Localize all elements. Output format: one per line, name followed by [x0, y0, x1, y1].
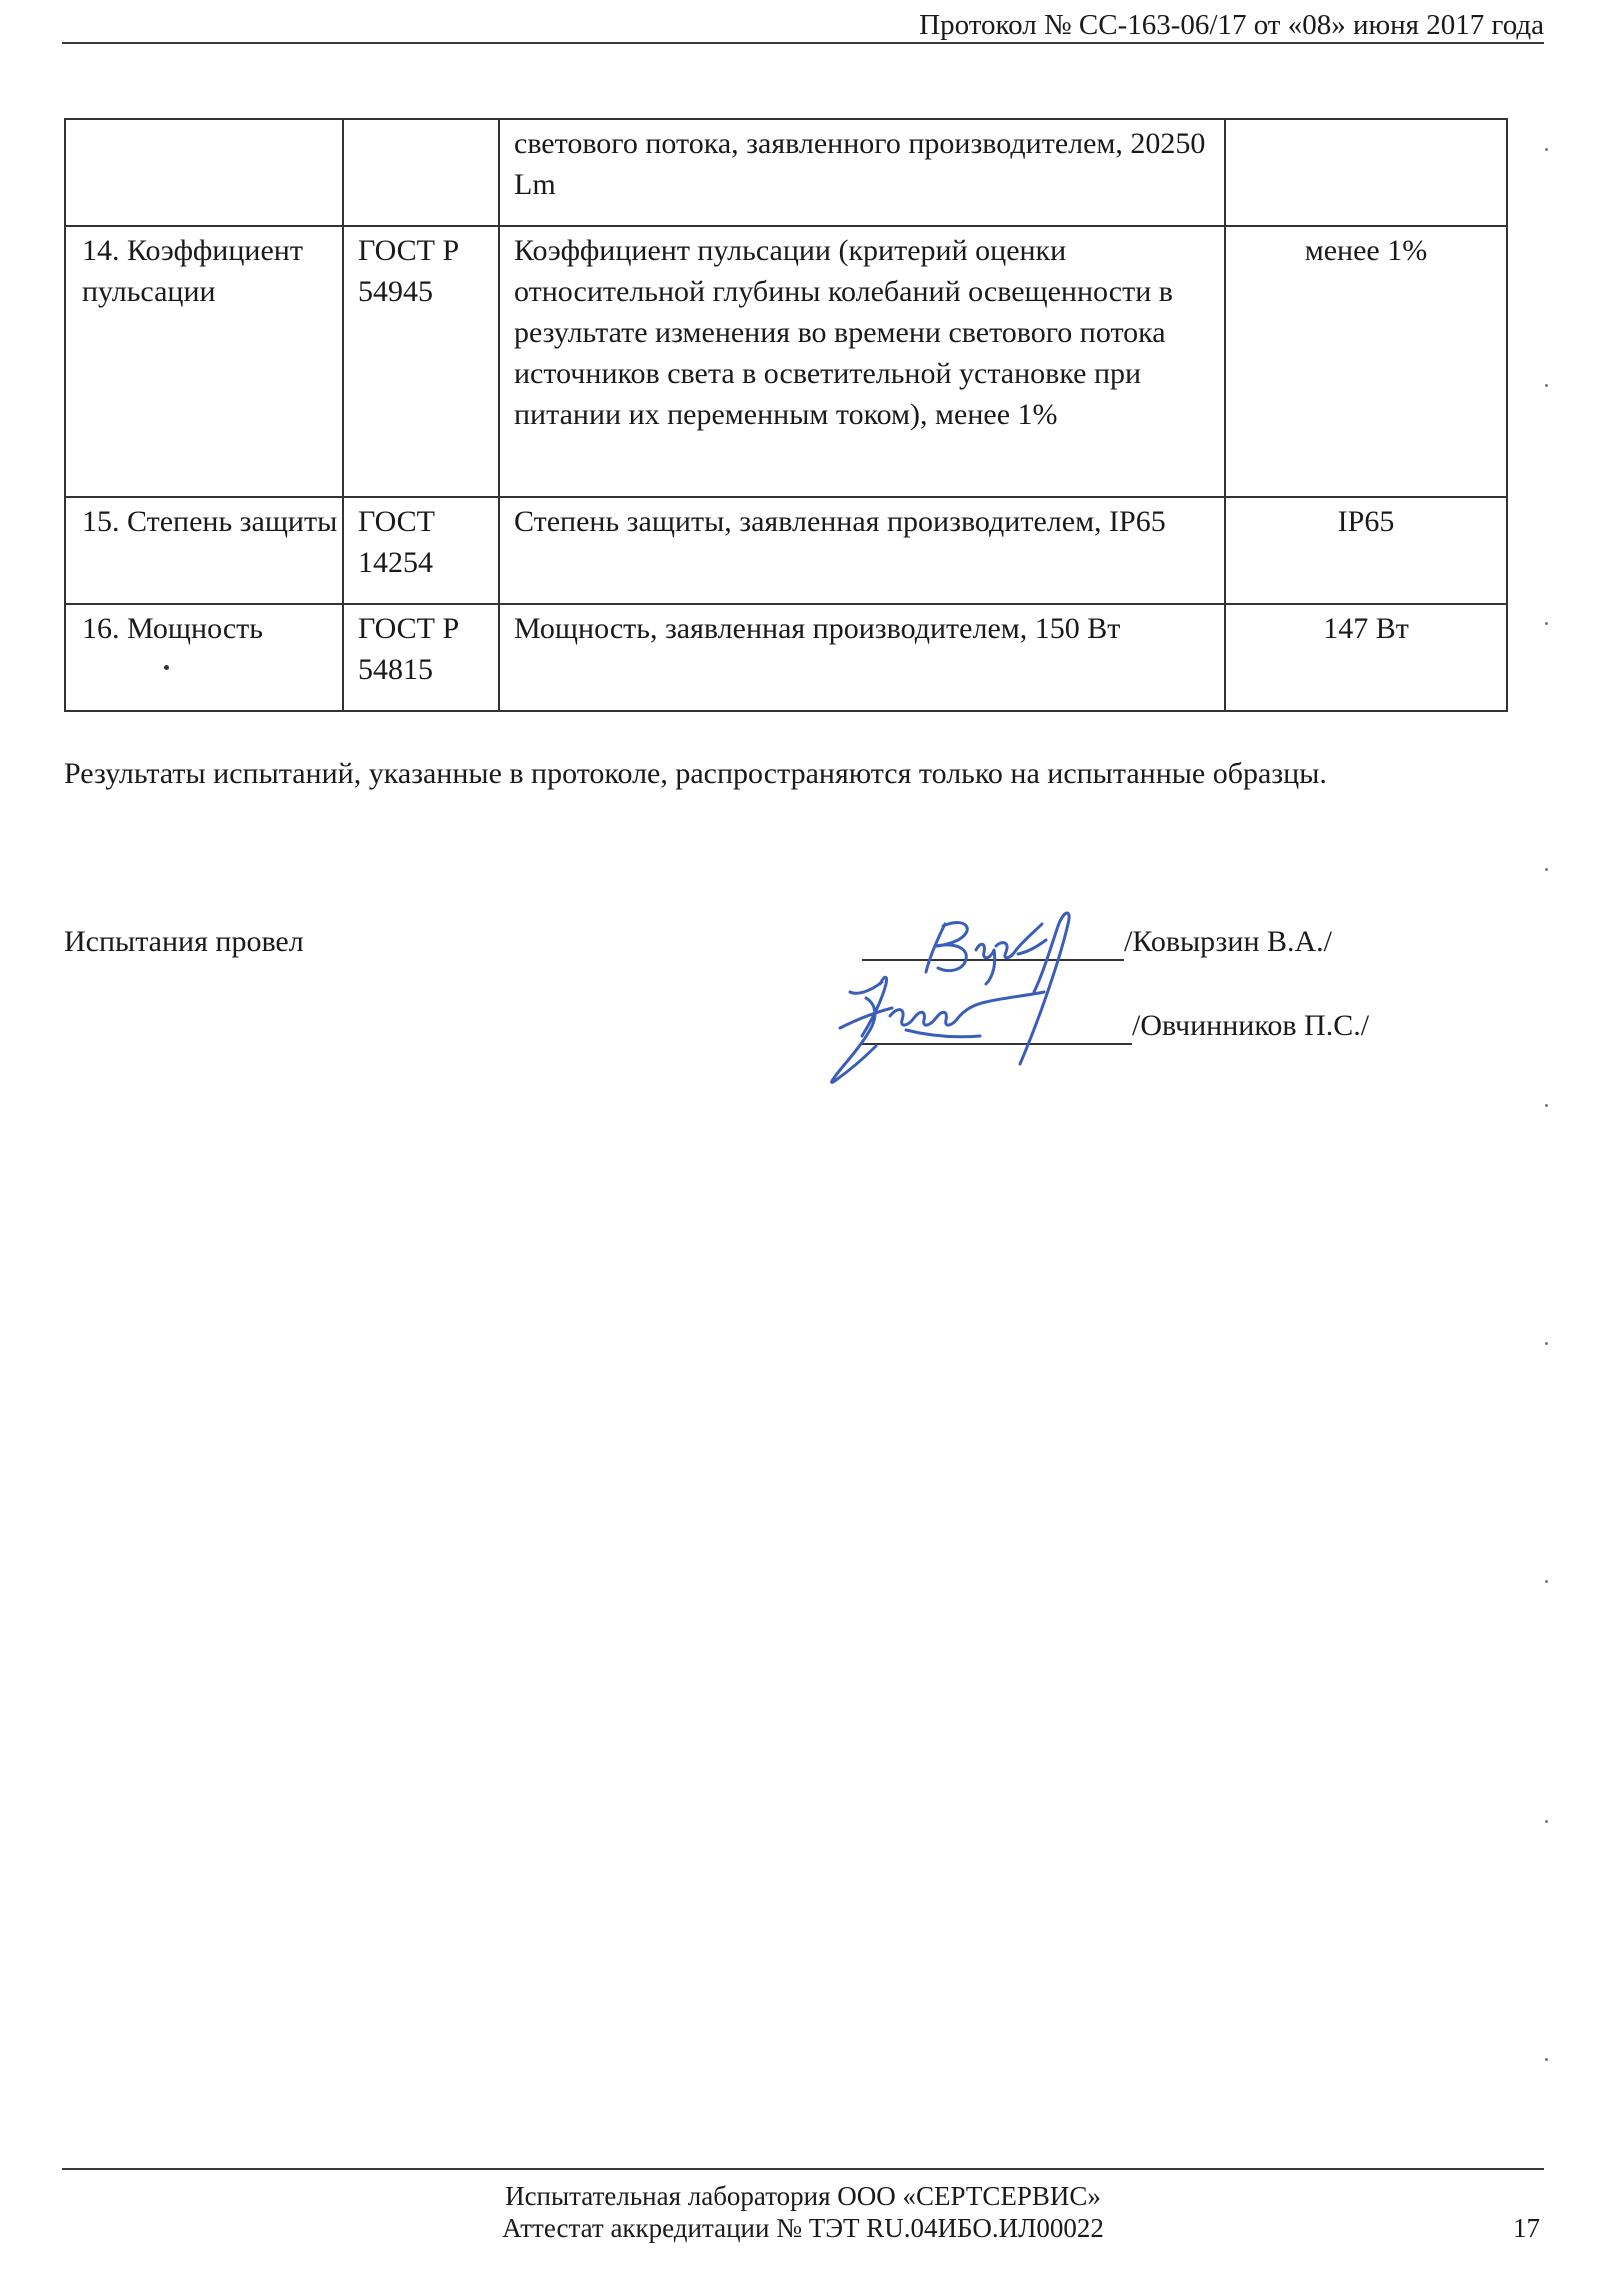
signature-1 [926, 923, 1046, 984]
margin-speck [1545, 2058, 1548, 2061]
parameter-cell: 16. Мощность [65, 604, 343, 711]
margin-speck [1545, 1580, 1548, 1583]
page-number: 17 [1513, 2213, 1540, 2243]
margin-speck [1545, 1342, 1548, 1345]
standard-cell [343, 119, 499, 226]
results-note: Результаты испытаний, указанные в протоколе, распространяются только на испытанные образцы. [64, 757, 1327, 790]
margin-speck [1545, 868, 1548, 871]
parameter-cell: 15. Степень защиты [65, 497, 343, 604]
requirement-cell: Степень защиты, заявленная производителем, IP65 [499, 497, 1225, 604]
margin-speck [1545, 1820, 1548, 1823]
tested-by-label: Испытания провел [64, 925, 304, 958]
parameter-cell [65, 119, 343, 226]
result-cell: 147 Вт [1225, 604, 1507, 711]
signature-line-2 [862, 1043, 1132, 1045]
signer-2-name: /Овчинников П.С./ [1132, 1009, 1370, 1042]
table-row [65, 226, 1507, 497]
margin-speck [1545, 384, 1548, 387]
page-footer [62, 2168, 1544, 2290]
result-cell: IP65 [1225, 497, 1507, 604]
signature-2 [832, 913, 1069, 1082]
table-row [65, 119, 1507, 226]
margin-speck [1545, 1104, 1548, 1107]
table-row [65, 497, 1507, 604]
signer-1-name: /Ковырзин В.А./ [1124, 925, 1333, 958]
footer-accreditation: Аттестат аккредитации № ТЭТ RU.04ИБО.ИЛ00022 [502, 2213, 1104, 2243]
standard-cell: ГОСТ 14254 [343, 497, 499, 604]
parameter-cell: 14. Коэффициент пульсации [65, 226, 343, 497]
scan-speck [164, 665, 169, 670]
result-cell: менее 1% [1225, 226, 1507, 497]
table-row [65, 604, 1507, 711]
results-table [64, 118, 1508, 712]
footer-lab-name: Испытательная лаборатория ООО «СЕРТСЕРВИС» [505, 2181, 1101, 2211]
signature-line-1 [862, 959, 1124, 961]
requirement-cell: Мощность, заявленная производителем, 150 Вт [499, 604, 1225, 711]
page-header [62, 8, 1544, 44]
requirement-cell: светового потока, заявленного производителем, 20250 Lm [499, 119, 1225, 226]
margin-speck [1545, 622, 1548, 625]
protocol-title: Протокол № СС-163-06/17 от «08» июня 2017 года [919, 9, 1544, 41]
standard-cell: ГОСТ Р 54945 [343, 226, 499, 497]
standard-cell: ГОСТ Р 54815 [343, 604, 499, 711]
requirement-cell: Коэффициент пульсации (критерий оценки относительной глубины колебаний освещенности в результате изменения во времени светового потока источников света в осветительной установке при питании их переменным током), менее 1% [499, 226, 1225, 497]
margin-speck [1545, 148, 1548, 151]
result-cell [1225, 119, 1507, 226]
